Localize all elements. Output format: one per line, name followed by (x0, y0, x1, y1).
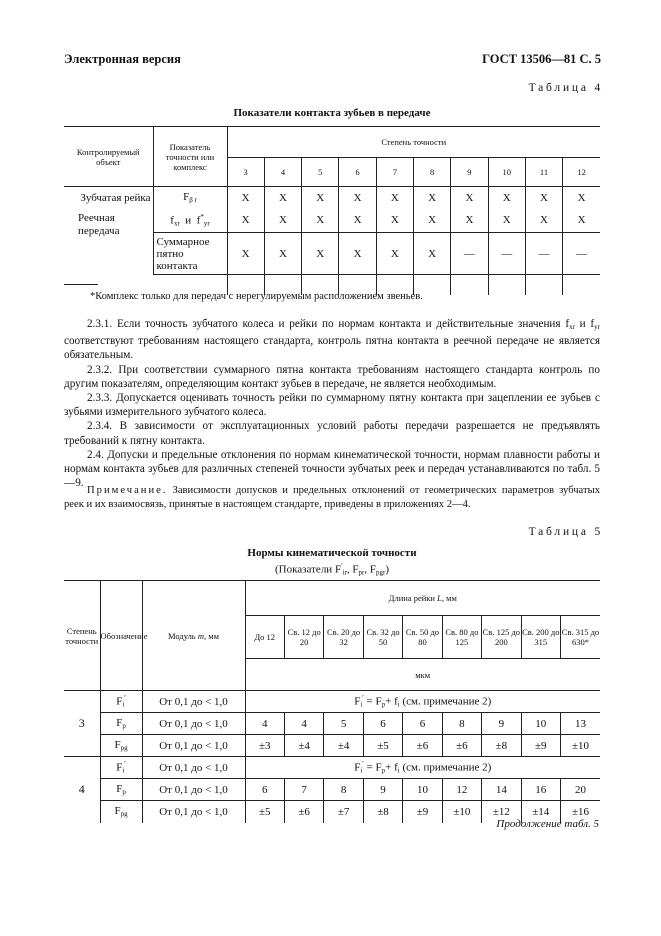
t5-cell: ±3 (245, 735, 284, 757)
t4-cell: X (264, 187, 301, 209)
t4-degree: 12 (563, 158, 600, 187)
t5-length: Св. 12 до 20 (284, 616, 323, 659)
table5-subtitle: (Показатели $F'_{ir}$, $F_{pr}$, $F_{pgr}$) (275, 562, 389, 577)
t4-col-object: Контролируемый объект (64, 127, 153, 187)
note-text: Зависимости допусков и предельных отклонений от геометрических параметров зубчатых реек и их взаимосвязь, принятые в настоящем стандарте, приведены в приложениях 2—4. (64, 485, 600, 510)
t5-cell: 12 (442, 779, 481, 801)
t4-cell: X (227, 209, 264, 233)
t4-cell: — (488, 233, 525, 275)
t4-col-indicator: Показатель точности или комплекс (153, 127, 227, 187)
t5-cell: 20 (561, 779, 601, 801)
table-row (64, 713, 600, 735)
footnote-rule (64, 284, 98, 285)
t4-degree: 6 (339, 158, 376, 187)
t5-symbol: $F_{pg}$ (100, 735, 142, 757)
table4-title: Показатели контакта зубьев в передаче (233, 107, 431, 119)
paragraph-2-3-2: 2.3.2. При соответствии суммарного пятна контакта требованиям настоящего стандарта контроль по другим показателям, определяющим контакт зубьев в передаче, не является необходимым. (64, 363, 600, 390)
t5-formula: $F_i' = F_p+ f_i$ (см. примечание 2) (245, 757, 600, 779)
t4-cell: X (525, 209, 562, 233)
t5-cell: ±14 (521, 801, 560, 823)
t4-cell: X (339, 233, 376, 275)
t5-module: От 0,1 до < 1,0 (142, 801, 245, 823)
paragraph-2-4: 2.4. Допуски и предельные отклонения по нормам кинематической точности, нормам плавности работы и нормам контакта зубьев для различных степеней точности зубчатых реек и передач устанавливаются по табл. 5—9. (64, 448, 600, 490)
t5-cell: 6 (403, 713, 442, 735)
t5-cell: 8 (324, 779, 363, 801)
table-row (64, 757, 600, 779)
table-row (64, 691, 600, 713)
t4-cell: X (227, 187, 264, 209)
t5-cell: 6 (363, 713, 402, 735)
t5-degree: 4 (64, 757, 100, 823)
t4-degree: 5 (302, 158, 339, 187)
paragraph-2-3-3: 2.3.3. Допускается оценивать точность рейки по суммарному пятну контакта при зацеплении ее зубьев с зубьями измерительного зубчатого колеса. (64, 392, 600, 419)
table4 (64, 126, 600, 295)
t5-module: От 0,1 до < 1,0 (142, 757, 245, 779)
table5 (64, 580, 600, 823)
t5-length: До 12 (245, 616, 284, 659)
table-row (64, 779, 600, 801)
t4-object: Реечная передача (64, 209, 153, 275)
t4-degree: 10 (488, 158, 525, 187)
t4-cell: X (525, 187, 562, 209)
t4-indicator: Суммарное пятно контакта (153, 233, 227, 275)
t5-cell: 4 (284, 713, 323, 735)
t5-cell: ±5 (363, 735, 402, 757)
paragraph-2-3-4: 2.3.4. В зависимости от эксплуатационных условий работы передачи разрешается не предъявлять требований к пятну контакта. (64, 420, 600, 447)
t4-indicator: $f_{xr}$ и $f^*_{yr}$ (153, 209, 227, 233)
t5-module: От 0,1 до < 1,0 (142, 735, 245, 757)
t4-degree: 3 (227, 158, 264, 187)
table5-continuation: Продолжение табл. 5 (496, 818, 599, 830)
t5-col-length: Длина рейки L, мм (245, 581, 600, 616)
table5-label: Таблица 5 (528, 526, 603, 538)
t4-cell: X (376, 233, 413, 275)
t4-cell: X (563, 209, 600, 233)
t5-cell: ±4 (284, 735, 323, 757)
t5-length: Св. 20 до 32 (324, 616, 363, 659)
t5-cell: ±6 (442, 735, 481, 757)
t4-degree: 11 (525, 158, 562, 187)
t5-cell: ±16 (571, 805, 590, 818)
running-header-left: Электронная версия (64, 52, 181, 66)
t5-cell: 9 (363, 779, 402, 801)
t4-degree: 4 (264, 158, 301, 187)
t5-length: Св. 32 до 50 (363, 616, 402, 659)
running-header-right: ГОСТ 13506—81 С. 5 (482, 52, 601, 66)
t5-cell: ±5 (245, 801, 284, 823)
t5-col-symbol: Обозначение (100, 581, 142, 691)
t4-cell: X (413, 233, 450, 275)
t5-cell: 7 (284, 779, 323, 801)
t4-cell: X (376, 209, 413, 233)
t4-cell: X (413, 209, 450, 233)
t5-symbol: $F_p$ (100, 713, 142, 735)
t5-cell: 13 (561, 713, 601, 735)
t4-cell: X (227, 233, 264, 275)
t5-cell: 4 (245, 713, 284, 735)
t4-cell: X (376, 187, 413, 209)
t4-cell: X (302, 209, 339, 233)
t5-cell: 10 (403, 779, 442, 801)
t5-cell: ±4 (324, 735, 363, 757)
t5-symbol: $F_p$ (100, 779, 142, 801)
t5-cell: ±6 (403, 735, 442, 757)
t4-cell: X (577, 191, 586, 204)
t4-cell: X (488, 187, 525, 209)
t5-degree: 3 (64, 691, 100, 757)
t4-cell: X (302, 233, 339, 275)
t5-length: Св. 80 до 125 (442, 616, 481, 659)
t5-cell: ±10 (442, 801, 481, 823)
t4-cell: — (563, 233, 600, 275)
t4-cell: X (488, 209, 525, 233)
t4-cell: X (264, 233, 301, 275)
t4-degree: 7 (376, 158, 413, 187)
t5-cell: 14 (482, 779, 521, 801)
t4-degree: 8 (413, 158, 450, 187)
t5-cell: ±9 (521, 735, 560, 757)
t4-cell: X (264, 209, 301, 233)
t4-cell: — (525, 233, 562, 275)
t5-cell: 10 (521, 713, 560, 735)
t4-object: Зубчатая рейка (64, 187, 153, 209)
t5-cell: 16 (521, 779, 560, 801)
t5-cell: ±8 (482, 735, 521, 757)
t4-indicator: $F_{\beta r}$ (153, 187, 227, 209)
t5-length: Св. 50 до 80 (403, 616, 442, 659)
t4-col-degree: Степень точности (227, 127, 600, 158)
t5-cell: 8 (442, 713, 481, 735)
t5-module: От 0,1 до < 1,0 (142, 691, 245, 713)
t5-cell: 6 (245, 779, 284, 801)
t5-module: От 0,1 до < 1,0 (142, 779, 245, 801)
t5-cell: ±6 (284, 801, 323, 823)
t5-unit: мкм (245, 659, 600, 691)
note-label: Примечание. (87, 485, 168, 496)
t5-symbol: $F_i'$ (100, 691, 142, 713)
t5-cell: 5 (324, 713, 363, 735)
table-row (64, 209, 600, 233)
t5-cell: ±9 (403, 801, 442, 823)
t4-cell: — (451, 233, 488, 275)
t4-cell: X (339, 187, 376, 209)
t4-cell: X (413, 187, 450, 209)
t5-length: Св. 315 до 630* (561, 616, 601, 659)
t5-length: Св. 125 до 200 (482, 616, 521, 659)
t5-symbol: $F_{pg}$ (100, 801, 142, 823)
t5-symbol: $F_i'$ (100, 757, 142, 779)
t5-cell: ±7 (324, 801, 363, 823)
paragraph-2-3-1: 2.3.1. Если точность зубчатого колеса и рейки по нормам контакта и действительные значения $f_{xr}$ и $f_{yr}$ соответствуют требованиям настоящего стандарта, контроль пятна контакта в реечной передаче не является обязательным. (64, 318, 600, 362)
table-row (64, 187, 600, 209)
t5-cell: ±8 (363, 801, 402, 823)
t4-degree: 9 (451, 158, 488, 187)
table4-footnote: *Комплекс только для передач с нерегулируемым расположением звеньев. (90, 291, 423, 302)
t5-length: Св. 200 до 315 (521, 616, 560, 659)
table4-label: Таблица 4 (528, 82, 603, 94)
body-text (64, 317, 600, 490)
t5-cell: ±12 (482, 801, 521, 823)
note (64, 484, 600, 511)
t4-cell: X (451, 187, 488, 209)
t5-col-module: Модуль m, мм (142, 581, 245, 691)
table-row (64, 735, 600, 757)
t5-cell: 9 (482, 713, 521, 735)
t5-formula: $F_i' = F_p+ f_i$ (см. примечание 2) (245, 691, 600, 713)
t5-cell: ±10 (561, 735, 601, 757)
t5-module: От 0,1 до < 1,0 (142, 713, 245, 735)
t4-cell: X (339, 209, 376, 233)
t4-cell: X (302, 187, 339, 209)
table5-title: Нормы кинематической точности (247, 547, 417, 559)
t5-col-degree: Степень точности (64, 581, 100, 691)
t4-cell: X (451, 209, 488, 233)
